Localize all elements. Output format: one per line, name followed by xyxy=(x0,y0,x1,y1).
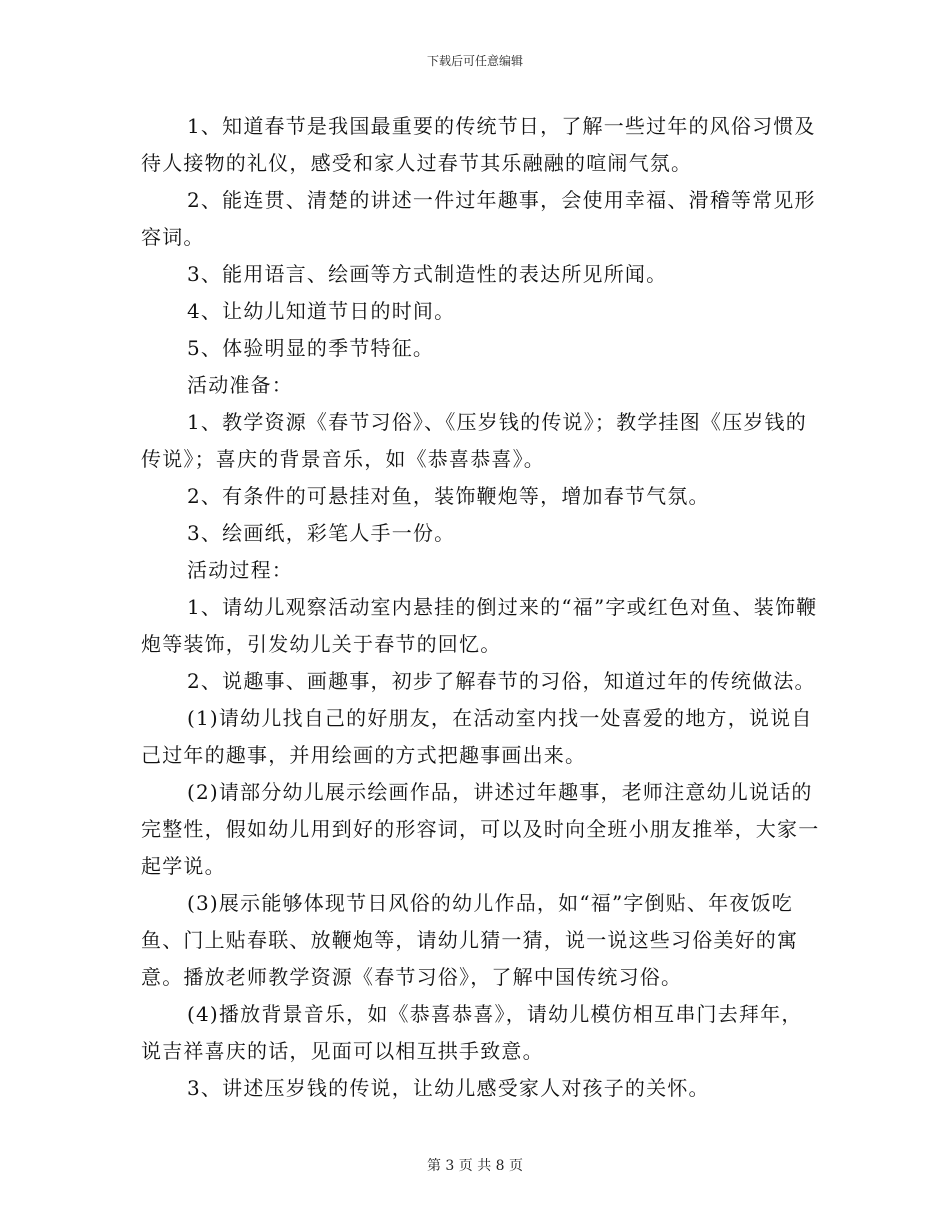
paragraph: 2、能连贯、清楚的讲述一件过年趣事，会使用幸福、滑稽等常见形容词。 xyxy=(141,188,816,249)
paragraph: (1)请幼儿找自己的好朋友，在活动室内找一处喜爱的地方，说说自己过年的趣事，并用绘画的方式把趣事画出来。 xyxy=(141,706,813,767)
paragraph: 3、绘画纸，彩笔人手一份。 xyxy=(187,521,456,545)
paragraph: 4、让幼儿知道节日的时间。 xyxy=(187,299,456,323)
page-header: 下载后可任意编辑 xyxy=(426,54,523,68)
paragraph: (3)展示能够体现节日风俗的幼儿作品，如“福”字倒贴、年夜饭吃鱼、门上贴春联、放鞭炮等，请幼儿猜一猜，说一说这些习俗美好的寓意。播放老师教学资源《春节习俗》，了解中国传统习俗。 xyxy=(141,891,799,989)
section-heading: 活动过程： xyxy=(187,558,293,582)
paragraph: 3、能用语言、绘画等方式制造性的表达所见所闻。 xyxy=(187,262,668,286)
paragraph: (4)播放背景音乐，如《恭喜恭喜》，请幼儿模仿相互串门去拜年，说吉祥喜庆的话，见面可以相互拱手致意。 xyxy=(141,1002,803,1063)
paragraph: 2、有条件的可悬挂对鱼，装饰鞭炮等，增加春节气氛。 xyxy=(187,484,710,508)
paragraph: 3、讲述压岁钱的传说，让幼儿感受家人对孩子的关怀。 xyxy=(187,1076,710,1100)
paragraph: (2)请部分幼儿展示绘画作品，讲述过年趣事，老师注意幼儿说话的完整性，假如幼儿用到好的形容词，可以及时向全班小朋友推举，大家一起学说。 xyxy=(141,780,820,878)
page-footer: 第 3 页 共 8 页 xyxy=(426,1158,524,1174)
paragraph: 5、体验明显的季节特征。 xyxy=(187,336,435,360)
document-body xyxy=(141,108,821,1107)
paragraph: 1、教学资源《春节习俗》、《压岁钱的传说》；教学挂图《压岁钱的传说》；喜庆的背景音乐，如《恭喜恭喜》。 xyxy=(141,410,807,471)
section-heading: 活动准备： xyxy=(187,373,293,397)
paragraph: 1、请幼儿观察活动室内悬挂的倒过来的“福”字或红色对鱼、装饰鞭炮等装饰，引发幼儿关于春节的回忆。 xyxy=(141,595,818,656)
paragraph: 2、说趣事、画趣事，初步了解春节的习俗，知道过年的传统做法。 xyxy=(187,669,816,693)
paragraph: 1、知道春节是我国最重要的传统节日，了解一些过年的风俗习惯及待人接物的礼仪，感受和家人过春节其乐融融的喧闹气氛。 xyxy=(141,114,816,175)
